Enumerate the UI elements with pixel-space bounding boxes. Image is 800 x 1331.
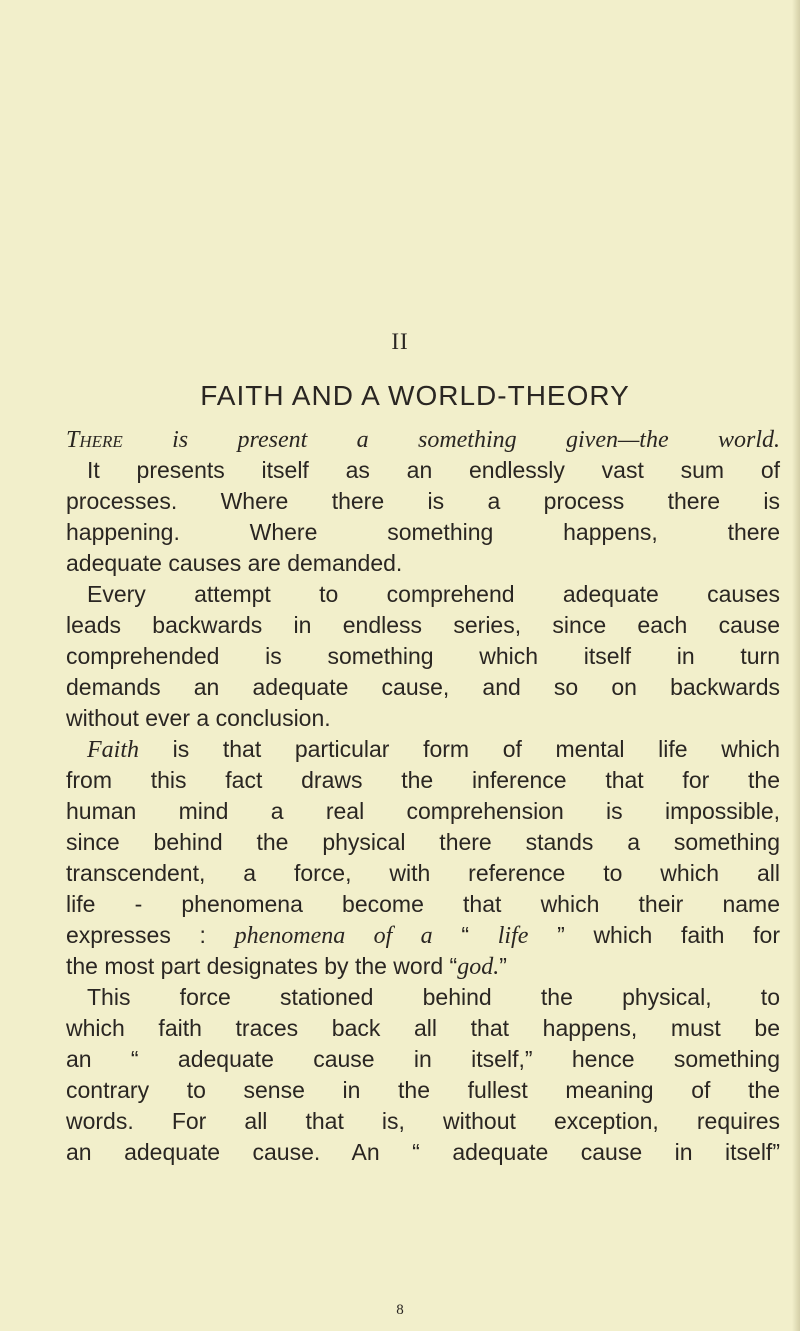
text-line-21: an “ adequate cause in itself,” hence something [66,1046,780,1072]
italic-phrase: phenomena of a [234,923,433,949]
page-edge-shadow [792,0,800,1331]
page-number: 8 [396,1302,404,1318]
small-caps-opening: There [66,427,123,453]
text-line-23: words. For all that is, without exception, requires [66,1108,780,1134]
italic-word-faith: Faith [87,737,139,763]
text-line-14: since behind the physical there stands a something [66,829,780,855]
text-run: the most part designates by the word “ [66,953,458,979]
text-line-8: comprehended is something which itself in turn [66,643,780,669]
text-line-5: adequate causes are demanded. [66,550,403,576]
text-line-11 [66,734,780,765]
text-line-17 [66,920,780,951]
text-line-1 [66,424,780,455]
text-line-24: an adequate cause. An “ adequate cause in itself” [66,1139,780,1165]
text-line-13: human mind a real comprehension is impossible, [66,798,780,824]
chapter-title: FAITH AND A WORLD-THEORY [200,380,630,411]
text-line-2: It presents itself as an endlessly vast sum of [87,457,780,483]
text-run: ” which faith for [528,922,780,948]
italic-word-god: god. [457,954,500,980]
text-run: ” [499,953,507,979]
text-run: expresses : [66,922,235,948]
text-run: is that particular form of mental life which [139,736,780,762]
italic-word-life: life [497,923,529,949]
body-text [66,424,780,1168]
italic-phrase: is present a something given—the world. [122,427,780,453]
text-line-20: which faith traces back all that happens, must be [66,1015,780,1041]
text-line-3: processes. Where there is a process there is [66,488,780,514]
text-line-9: demands an adequate cause, and so on backwards [66,674,780,700]
text-line-4: happening. Where something happens, there [66,519,780,545]
text-line-22: contrary to sense in the fullest meaning of the [66,1077,780,1103]
text-line-16: life - phenomena become that which their name [66,891,780,917]
text-line-12: from this fact draws the inference that for the [66,767,780,793]
text-line-7: leads backwards in endless series, since each cause [66,612,780,638]
text-run: “ [432,922,498,948]
text-line-6: Every attempt to comprehend adequate causes [87,581,780,607]
chapter-number: II [391,329,409,354]
text-line-10: without ever a conclusion. [66,705,331,731]
text-line-18 [66,951,780,982]
text-line-15: transcendent, a force, with reference to which all [66,860,780,886]
text-line-19: This force stationed behind the physical, to [87,984,780,1010]
